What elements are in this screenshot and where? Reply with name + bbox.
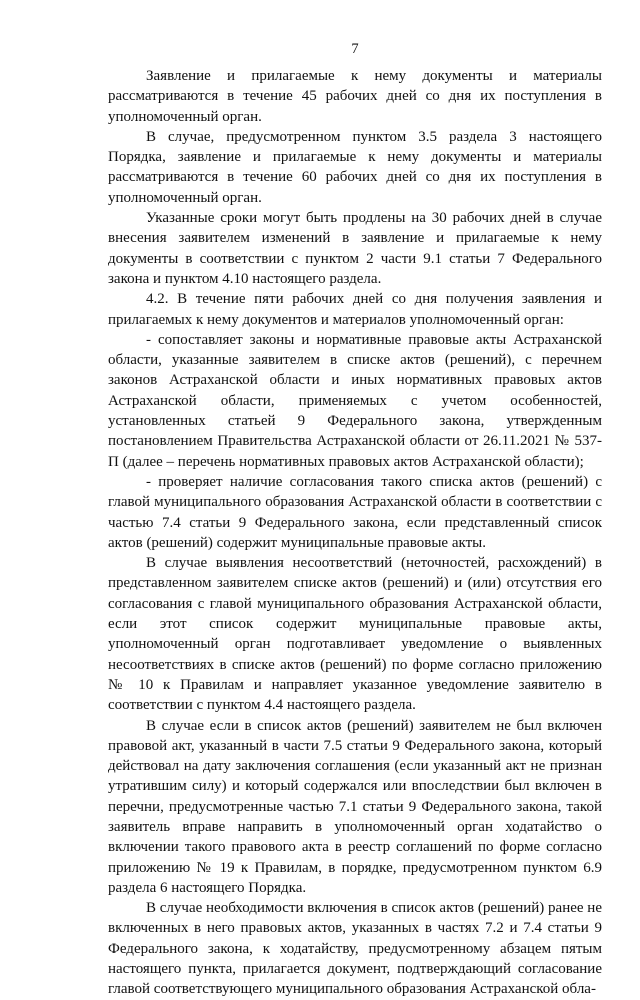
- paragraph-clause-4-2: 4.2. В течение пяти рабочих дней со дня получения заявления и прилагаемых к нему документов и материалов уполномоченный орган:: [108, 291, 602, 328]
- page-number: 7: [351, 41, 359, 57]
- document-body: [108, 66, 602, 1000]
- paragraph-period-extension: Указанные сроки могут быть продлены на 30 рабочих дней в случае внесения заявителем изменений в заявление и прилагаемые к нему документы в соответствии с пунктом 2 части 9.1 статьи 7 Федерального закона и пунктом 4.10 настоящего раздела.: [108, 210, 602, 287]
- paragraph-discrepancies: В случае выявления несоответствий (неточностей, расхождений) в представленном заявителем списке актов (решений) и (или) отсутствия его согласования с главой муниципального образования Астраханской области, если этот список содержит муниципальные правовые акты, уполномоченный орган подготавливает уведомление о выявленных несоответствиях в списке актов (решений) по форме согласно приложению № 10 к Правилам и направляет указанное уведомление заявителю в соответствии с пунктом 4.4 настоящего раздела.: [108, 555, 602, 714]
- paragraph-inclusion-need: В случае необходимости включения в список актов (решений) ранее не включенных в него правовых актов, указанных в частях 7.2 и 7.4 статьи 9 Федерального закона, к ходатайству, предусмотренному абзацем пятым настоящего пункта, прилагается документ, подтверждающий согласование главой соответствующего муниципального образования Астраханской обла-: [108, 900, 602, 998]
- paragraph-omitted-act: В случае если в список актов (решений) заявителем не был включен правовой акт, указанный в части 7.5 статьи 9 Федерального закона, который действовал на дату заключения соглашения (если указанный акт не признан утратившим силу) и который содержался или впоследствии был включен в перечни, предусмотренные частью 7.1 статьи 9 Федерального закона, такой заявитель вправе направить в уполномоченный орган ходатайство о включении такого правового акта в реестр соглашений по форме согласно приложению № 19 к Правилам, в порядке, предусмотренном пунктом 6.9 раздела 6 настоящего Порядка.: [108, 717, 602, 896]
- paragraph-extended-review-period: В случае, предусмотренном пунктом 3.5 раздела 3 настоящего Порядка, заявление и прилагаемые к нему документы и материалы рассматриваются в течение 60 рабочих дней со дня их поступления в уполномоченный орган.: [108, 128, 602, 206]
- paragraph-review-period: Заявление и прилагаемые к нему документы и материалы рассматриваются в течение 45 рабочих дней со дня их поступления в уполномоченный орган.: [108, 68, 602, 125]
- list-item-compare-laws: - сопоставляет законы и нормативные правовые акты Астраханской области, указанные заявителем в списке актов (решений), с перечнем законов Астраханской области и иных нормативных правовых актов Астраханской области, применяемых с учетом особенностей, установленных статьей 9 Федерального закона, утвержденным постановлением Правительства Астраханской области от 26.11.2021 № 537-П (далее – перечень нормативных правовых актов Астраханской области);: [108, 331, 602, 470]
- list-item-check-approval: - проверяет наличие согласования такого списка актов (решений) с главой муниципального образования Астраханской области в соответствии с частью 7.4 статьи 9 Федерального закона, если представленный список актов (решений) содержит муниципальные правовые акты.: [108, 473, 602, 551]
